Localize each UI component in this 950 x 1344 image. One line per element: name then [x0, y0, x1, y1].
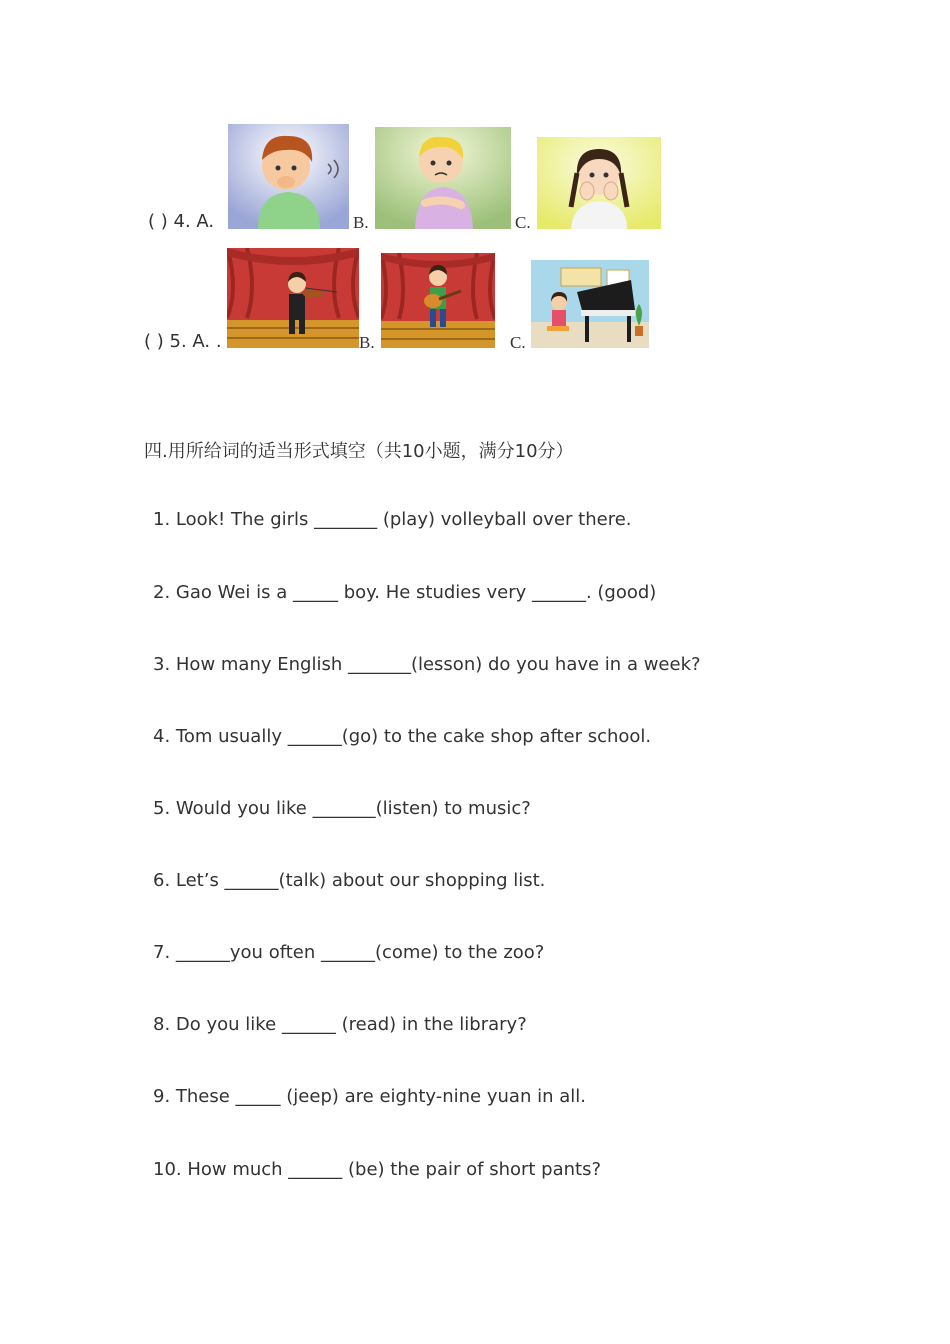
- coughing-boy-icon: [228, 124, 349, 229]
- section-4-title: 四.用所给词的适当形式填空（共10小题，满分10分）: [144, 441, 574, 462]
- fill-in-item-4: 4. Tom usually ______(go) to the cake shop after school.: [153, 726, 652, 747]
- q4-label: ( ) 4. A.: [148, 211, 215, 232]
- q5-option-c-label: C.: [510, 333, 526, 352]
- fill-in-item-1: 1. Look! The girls _______ (play) volleyball over there.: [153, 509, 632, 530]
- q5-option-b-label: B.: [359, 333, 375, 352]
- stomachache-boy-icon: [375, 127, 511, 229]
- q4-option-b-label: B.: [353, 213, 369, 232]
- fill-in-item-10: 10. How much ______ (be) the pair of short pants?: [153, 1159, 602, 1180]
- fill-in-item-7: 7. ______you often ______(come) to the zoo?: [153, 942, 545, 963]
- violin-stage-icon: [227, 248, 359, 348]
- guitar-stage-icon: [381, 253, 495, 348]
- fill-in-item-6: 6. Let’s ______(talk) about our shopping list.: [153, 870, 546, 891]
- fill-in-item-5: 5. Would you like _______(listen) to music?: [153, 798, 531, 819]
- fill-in-item-8: 8. Do you like ______ (read) in the library?: [153, 1014, 527, 1035]
- piano-girl-icon: [531, 260, 649, 348]
- q5-label: ( ) 5. A. .: [144, 331, 222, 352]
- fill-in-item-3: 3. How many English _______(lesson) do you have in a week?: [153, 654, 701, 675]
- fill-in-item-2: 2. Gao Wei is a _____ boy. He studies very ______. (good): [153, 582, 657, 603]
- q4-option-c-label: C.: [515, 213, 531, 232]
- toothache-girl-icon: [537, 137, 661, 229]
- fill-in-item-9: 9. These _____ (jeep) are eighty-nine yuan in all.: [153, 1086, 586, 1107]
